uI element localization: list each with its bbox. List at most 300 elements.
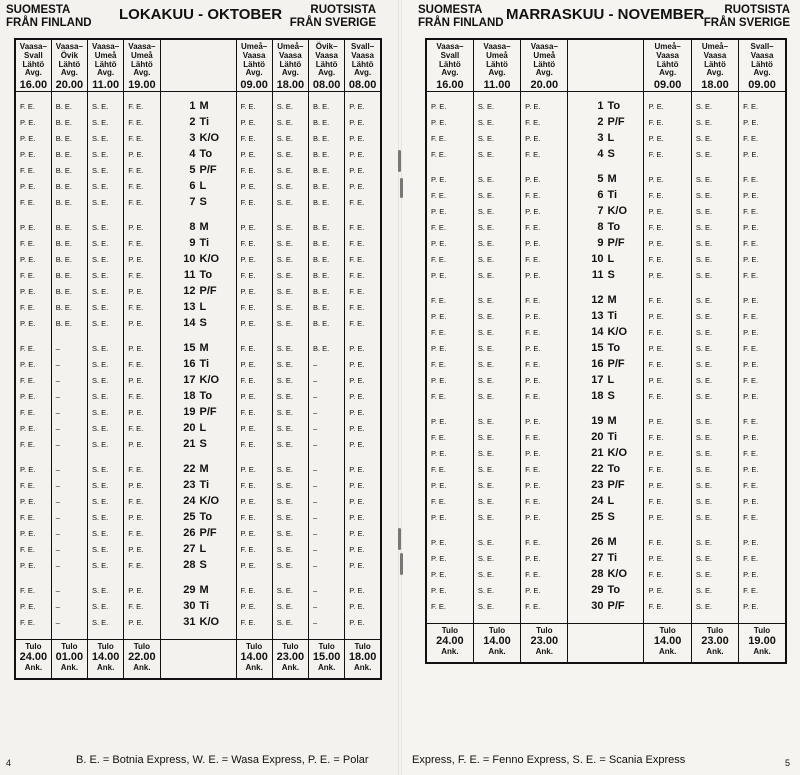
day-row: [426, 550, 786, 566]
ship-cell: B. E.: [51, 235, 87, 251]
month-title: MARRASKUU - NOVEMBER: [506, 6, 705, 23]
route-label: Lähtö: [704, 59, 726, 69]
ship-cell: –: [51, 557, 87, 573]
ship-cell: P. E.: [124, 509, 160, 525]
ship-cell: S. E.: [272, 614, 308, 630]
arrival-time: 23.00: [530, 635, 559, 648]
ship-cell: –: [309, 372, 345, 388]
weekday: K/O: [199, 616, 220, 629]
day-row: [426, 356, 786, 372]
day-number: 24: [591, 495, 604, 508]
day-number: 23: [183, 479, 196, 492]
ship-cell: S. E.: [473, 340, 520, 356]
ship-cell: S. E.: [691, 598, 738, 614]
route-label: Lähtö: [130, 59, 153, 69]
ship-cell: P. E.: [739, 534, 786, 550]
ship-cell: P. E.: [739, 292, 786, 308]
ship-cell: S. E.: [88, 219, 124, 235]
ship-cell: S. E.: [473, 292, 520, 308]
header-to-line-1: RUOTSISTA: [310, 4, 376, 16]
ship-cell: P. E.: [426, 235, 473, 251]
ship-cell: S. E.: [272, 130, 308, 146]
ship-cell: P. E.: [124, 477, 160, 493]
day-row: [426, 534, 786, 550]
day-row: [15, 219, 381, 235]
ship-cell: P. E.: [15, 178, 51, 194]
ship-cell: F. E.: [345, 299, 381, 315]
ship-cell: P. E.: [124, 436, 160, 452]
route-label: Lähtö: [315, 59, 338, 69]
day-number: 21: [183, 438, 196, 451]
ship-cell: S. E.: [473, 477, 520, 493]
ship-cell: F. E.: [345, 219, 381, 235]
weekday: M: [607, 536, 617, 549]
arrival-label-sv: Ank.: [317, 663, 336, 673]
ship-cell: S. E.: [88, 582, 124, 598]
ship-cell: P. E.: [345, 461, 381, 477]
route-label: Umeå–: [701, 42, 729, 51]
weekday: M: [607, 415, 617, 428]
route-label: Vaasa: [351, 50, 374, 60]
ship-cell: –: [51, 525, 87, 541]
header-from-finland: [418, 4, 504, 30]
arrival-label-sv: Ank.: [658, 647, 677, 657]
arrival-cell: [236, 640, 272, 680]
route-label: Vaasa: [315, 50, 338, 60]
day-row: [15, 267, 381, 283]
ship-cell: S. E.: [272, 477, 308, 493]
spacer-row: [426, 614, 786, 624]
ship-cell: F. E.: [124, 114, 160, 130]
ship-cell: B. E.: [51, 146, 87, 162]
route-header: [691, 39, 738, 92]
ship-cell: F. E.: [236, 436, 272, 452]
date-cell: [160, 283, 236, 299]
ship-cell: B. E.: [51, 98, 87, 114]
ship-cell: S. E.: [691, 356, 738, 372]
day-number: 28: [591, 568, 604, 581]
departure-time: 08.00: [312, 79, 341, 92]
ship-cell: S. E.: [473, 251, 520, 267]
day-row: [426, 267, 786, 283]
day-row: [15, 509, 381, 525]
ship-cell: B. E.: [309, 146, 345, 162]
spacer-row: [15, 331, 381, 340]
weekday: Ti: [607, 431, 618, 444]
ship-cell: F. E.: [124, 493, 160, 509]
ship-cell: S. E.: [691, 429, 738, 445]
ship-cell: P. E.: [739, 251, 786, 267]
arrival-time: 23.00: [701, 635, 729, 648]
ship-cell: F. E.: [236, 267, 272, 283]
day-number: 1: [597, 100, 604, 113]
ship-cell: –: [51, 582, 87, 598]
ship-cell: S. E.: [691, 372, 738, 388]
ship-cell: S. E.: [691, 251, 738, 267]
arrival-time: 14.00: [653, 635, 682, 648]
route-label: Avg.: [659, 68, 677, 78]
day-row: [426, 187, 786, 203]
route-label: Umeå–: [241, 42, 268, 51]
day-number: 8: [189, 221, 196, 234]
ship-cell: P. E.: [426, 413, 473, 429]
ship-cell: F. E.: [739, 413, 786, 429]
ship-cell: S. E.: [473, 171, 520, 187]
ship-cell: –: [51, 461, 87, 477]
ship-cell: P. E.: [644, 413, 691, 429]
ship-cell: P. E.: [739, 429, 786, 445]
month-title: LOKAKUU - OKTOBER: [119, 6, 283, 23]
arrival-time: 24.00: [436, 635, 464, 648]
arrival-label-sv: Ank.: [535, 647, 553, 657]
route-label: Övik: [60, 50, 79, 60]
weekday: K/O: [607, 447, 628, 460]
ship-cell: F. E.: [644, 493, 691, 509]
weekday: L: [607, 495, 615, 508]
day-row: [426, 146, 786, 162]
day-row: [426, 566, 786, 582]
ship-cell: B. E.: [309, 251, 345, 267]
route-label: Lähtö: [533, 59, 556, 69]
ship-cell: S. E.: [88, 299, 124, 315]
ship-cell: S. E.: [88, 509, 124, 525]
ship-cell: S. E.: [473, 308, 520, 324]
date-cell: [568, 388, 644, 404]
ship-cell: S. E.: [272, 582, 308, 598]
ship-cell: F. E.: [426, 461, 473, 477]
ship-cell: F. E.: [236, 404, 272, 420]
weekday: P/F: [199, 164, 217, 177]
ship-cell: F. E.: [236, 372, 272, 388]
arrival-label: Tulo: [282, 642, 299, 652]
ship-cell: S. E.: [272, 114, 308, 130]
date-cell: [160, 420, 236, 436]
day-row: [426, 413, 786, 429]
day-row: [426, 372, 786, 388]
ship-cell: F. E.: [644, 292, 691, 308]
departure-time: 09.00: [653, 79, 682, 92]
date-cell: [568, 582, 644, 598]
ship-cell: F. E.: [739, 477, 786, 493]
ship-cell: P. E.: [521, 445, 568, 461]
ship-cell: S. E.: [88, 404, 124, 420]
arrival-row: [426, 624, 786, 664]
ship-cell: B. E.: [51, 162, 87, 178]
route-label: Lähtö: [94, 59, 117, 69]
route-header: [644, 39, 691, 92]
ship-cell: P. E.: [124, 315, 160, 331]
day-row: [426, 477, 786, 493]
day-number: 29: [183, 584, 196, 597]
route-label: Lähtö: [486, 59, 508, 69]
weekday: K/O: [199, 495, 220, 508]
arrival-label: Tulo: [245, 642, 263, 652]
arrival-cell: [124, 640, 160, 680]
ship-cell: B. E.: [309, 219, 345, 235]
date-cell: [160, 493, 236, 509]
ship-cell: S. E.: [272, 251, 308, 267]
date-cell: [160, 235, 236, 251]
day-row: [426, 509, 786, 525]
ship-cell: P. E.: [236, 219, 272, 235]
route-label: Avg.: [97, 68, 115, 78]
route-header: [15, 39, 51, 92]
day-row: [426, 130, 786, 146]
ship-cell: F. E.: [236, 194, 272, 210]
ship-cell: S. E.: [473, 324, 520, 340]
ship-cell: F. E.: [124, 557, 160, 573]
arrival-cell: [473, 624, 520, 664]
ship-cell: P. E.: [236, 420, 272, 436]
ship-cell: F. E.: [521, 388, 568, 404]
ship-cell: –: [51, 420, 87, 436]
departure-time: 08.00: [348, 79, 377, 92]
ship-cell: F. E.: [15, 541, 51, 557]
ship-cell: F. E.: [739, 308, 786, 324]
day-row: [15, 493, 381, 509]
arrival-label: Tulo: [25, 642, 42, 652]
date-cell: [160, 178, 236, 194]
header-to-line-2: FRÅN SVERIGE: [289, 17, 376, 29]
ship-cell: P. E.: [426, 550, 473, 566]
ship-cell: –: [309, 477, 345, 493]
ship-cell: S. E.: [473, 267, 520, 283]
ship-cell: –: [51, 404, 87, 420]
ship-cell: P. E.: [345, 541, 381, 557]
ship-cell: P. E.: [124, 251, 160, 267]
day-number: 14: [183, 317, 196, 330]
date-cell: [160, 267, 236, 283]
day-number: 13: [183, 301, 196, 314]
ship-cell: F. E.: [644, 219, 691, 235]
route-header: [473, 39, 520, 92]
day-row: [15, 541, 381, 557]
ship-cell: F. E.: [521, 429, 568, 445]
day-number: 12: [591, 294, 604, 307]
day-row: [426, 114, 786, 130]
ship-cell: B. E.: [51, 194, 87, 210]
ship-cell: F. E.: [739, 171, 786, 187]
ship-cell: S. E.: [88, 251, 124, 267]
ship-cell: P. E.: [345, 404, 381, 420]
ship-cell: S. E.: [88, 557, 124, 573]
ship-cell: P. E.: [15, 114, 51, 130]
day-row: [426, 171, 786, 187]
ship-cell: S. E.: [473, 534, 520, 550]
ship-cell: S. E.: [272, 315, 308, 331]
header-row: [426, 39, 786, 92]
ship-cell: F. E.: [426, 187, 473, 203]
weekday: Ti: [199, 479, 210, 492]
day-number: 7: [597, 205, 604, 218]
day-number: 27: [183, 543, 196, 556]
weekday: L: [607, 253, 615, 266]
weekday: K/O: [199, 253, 220, 266]
ship-cell: F. E.: [739, 235, 786, 251]
ship-cell: P. E.: [236, 525, 272, 541]
route-header: [88, 39, 124, 92]
ship-cell: F. E.: [739, 340, 786, 356]
ship-cell: P. E.: [15, 598, 51, 614]
ship-cell: F. E.: [236, 162, 272, 178]
ship-cell: B. E.: [51, 130, 87, 146]
ship-cell: F. E.: [644, 598, 691, 614]
ship-cell: P. E.: [236, 356, 272, 372]
date-cell: [568, 251, 644, 267]
ship-cell: F. E.: [15, 194, 51, 210]
ship-cell: F. E.: [644, 324, 691, 340]
ship-cell: P. E.: [644, 477, 691, 493]
ship-cell: P. E.: [345, 114, 381, 130]
ship-cell: –: [309, 404, 345, 420]
day-number: 29: [591, 584, 604, 597]
day-number: 30: [591, 600, 604, 613]
ship-cell: P. E.: [345, 614, 381, 630]
ship-cell: P. E.: [739, 146, 786, 162]
weekday: S: [199, 196, 207, 209]
date-cell: [568, 534, 644, 550]
date-cell: [568, 566, 644, 582]
spacer-row: [426, 404, 786, 413]
ship-cell: P. E.: [426, 582, 473, 598]
ship-cell: F. E.: [521, 461, 568, 477]
ship-cell: F. E.: [15, 582, 51, 598]
header-from-line-1: SUOMESTA: [418, 4, 483, 16]
arrival-time: 14.00: [483, 635, 511, 648]
ship-cell: S. E.: [473, 550, 520, 566]
ship-cell: P. E.: [426, 534, 473, 550]
ship-cell: F. E.: [15, 372, 51, 388]
day-number: 22: [591, 463, 604, 476]
spacer-row: [426, 525, 786, 534]
ship-cell: S. E.: [473, 388, 520, 404]
day-row: [426, 235, 786, 251]
date-cell: [568, 550, 644, 566]
arrival-label-sv: Ank.: [60, 663, 79, 673]
ship-cell: P. E.: [644, 340, 691, 356]
ship-cell: P. E.: [15, 130, 51, 146]
ship-cell: S. E.: [473, 98, 520, 114]
ship-cell: F. E.: [15, 267, 51, 283]
weekday: L: [199, 180, 207, 193]
route-label: Vaasa–: [55, 42, 83, 51]
ship-cell: S. E.: [473, 372, 520, 388]
date-cell: [160, 299, 236, 315]
ship-cell: S. E.: [272, 194, 308, 210]
ship-cell: F. E.: [521, 324, 568, 340]
route-label: Vaasa–: [483, 42, 511, 51]
ship-cell: S. E.: [691, 566, 738, 582]
ship-cell: S. E.: [691, 308, 738, 324]
arrival-time: 15.00: [312, 651, 341, 664]
ship-cell: F. E.: [15, 299, 51, 315]
ship-cell: P. E.: [739, 356, 786, 372]
ship-cell: F. E.: [739, 98, 786, 114]
ship-cell: S. E.: [272, 178, 308, 194]
day-number: 1: [189, 100, 196, 113]
route-header: [309, 39, 345, 92]
ship-cell: S. E.: [473, 219, 520, 235]
weekday: K/O: [199, 132, 220, 145]
ship-cell: P. E.: [236, 493, 272, 509]
ship-cell: P. E.: [521, 372, 568, 388]
ship-cell: P. E.: [15, 146, 51, 162]
weekday: S: [607, 148, 615, 161]
weekday: Ti: [607, 310, 618, 323]
arrival-label-sv: Ank.: [706, 647, 724, 657]
weekday: To: [607, 584, 621, 597]
ship-cell: S. E.: [473, 187, 520, 203]
date-cell: [160, 315, 236, 331]
day-number: 12: [183, 285, 196, 298]
arrival-cell: [51, 640, 87, 680]
day-row: [426, 98, 786, 114]
staple-mark: [398, 150, 401, 172]
ship-cell: P. E.: [124, 541, 160, 557]
route-label: Umeå–: [277, 42, 304, 51]
day-number: 26: [591, 536, 604, 549]
ship-cell: P. E.: [15, 283, 51, 299]
route-label: Avg.: [60, 68, 78, 78]
ship-cell: P. E.: [236, 251, 272, 267]
ship-cell: –: [51, 340, 87, 356]
arrival-label-sv: Ank.: [441, 647, 459, 657]
day-row: [426, 388, 786, 404]
ship-cell: S. E.: [88, 340, 124, 356]
weekday: Ti: [199, 600, 210, 613]
ship-cell: S. E.: [272, 299, 308, 315]
ship-cell: F. E.: [521, 114, 568, 130]
ship-cell: F. E.: [124, 356, 160, 372]
ship-cell: S. E.: [272, 420, 308, 436]
day-row: [15, 251, 381, 267]
ship-cell: –: [309, 614, 345, 630]
date-cell: [160, 219, 236, 235]
weekday: To: [607, 463, 621, 476]
arrival-cell: [345, 640, 381, 680]
weekday: P/F: [199, 406, 217, 419]
day-number: 17: [591, 374, 604, 387]
day-row: [15, 404, 381, 420]
ship-cell: S. E.: [691, 413, 738, 429]
ship-cell: –: [309, 436, 345, 452]
header-from-line-2: FRÅN FINLAND: [6, 17, 92, 29]
ship-cell: P. E.: [236, 283, 272, 299]
ship-cell: F. E.: [236, 340, 272, 356]
ship-cell: F. E.: [426, 292, 473, 308]
spacer-row: [15, 210, 381, 219]
ship-cell: S. E.: [88, 598, 124, 614]
staple-mark: [398, 528, 401, 550]
ship-cell: F. E.: [426, 493, 473, 509]
ship-cell: P. E.: [426, 267, 473, 283]
header-to-line-1: RUOTSISTA: [724, 4, 790, 16]
arrival-time: 14.00: [240, 651, 268, 664]
day-number: 13: [591, 310, 604, 323]
ship-cell: S. E.: [691, 292, 738, 308]
date-cell: [568, 203, 644, 219]
ship-cell: S. E.: [473, 130, 520, 146]
ship-cell: F. E.: [426, 251, 473, 267]
route-label: Svall: [440, 50, 460, 60]
date-cell: [160, 340, 236, 356]
ship-cell: F. E.: [345, 235, 381, 251]
ship-cell: S. E.: [272, 235, 308, 251]
ship-cell: B. E.: [51, 251, 87, 267]
ship-cell: S. E.: [473, 429, 520, 445]
ship-cell: S. E.: [272, 436, 308, 452]
ship-cell: S. E.: [88, 493, 124, 509]
